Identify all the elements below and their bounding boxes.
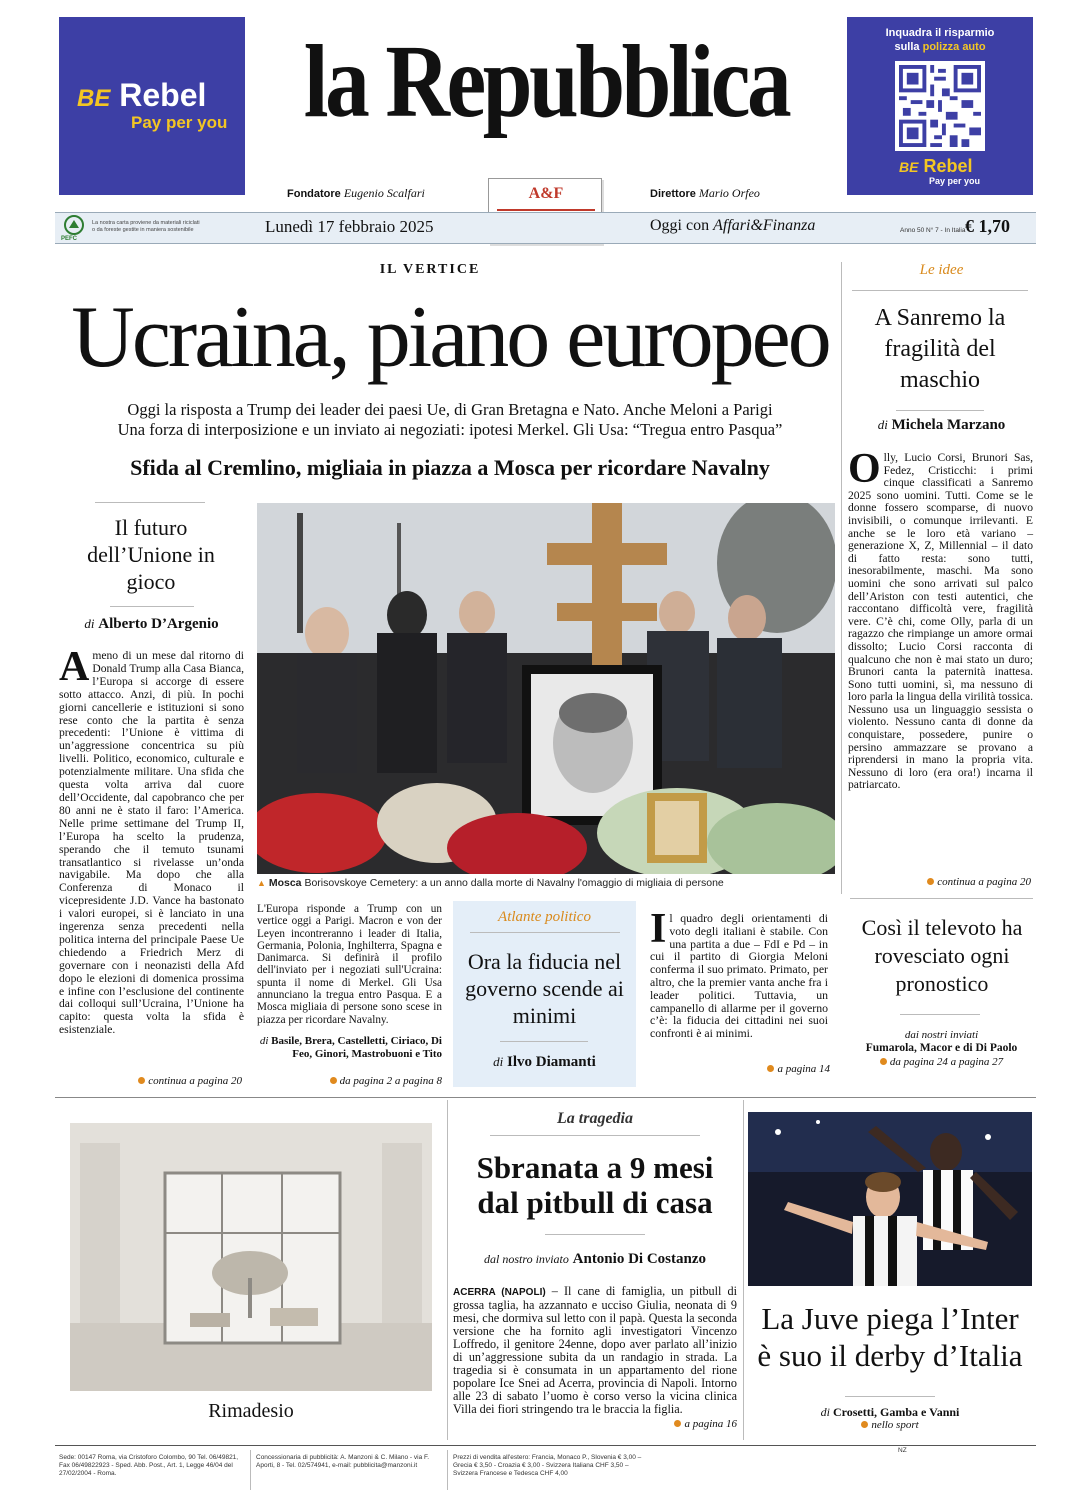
ad-right-brand: Rebel bbox=[923, 156, 973, 176]
left-col-continue[interactable] bbox=[59, 1075, 242, 1087]
ad-left-rebel[interactable] bbox=[59, 17, 245, 195]
footer-code: NZ bbox=[898, 1447, 907, 1454]
atlante-author: Ilvo Diamanti bbox=[507, 1054, 596, 1070]
televoto-top-rule bbox=[850, 898, 1033, 899]
director-line bbox=[650, 186, 760, 201]
left-col-headline: Il futuro dell’Unione in gioco bbox=[87, 515, 215, 594]
juve-byline bbox=[748, 1405, 1032, 1420]
tragedia-kicker: La tragedia bbox=[557, 1110, 633, 1127]
atlante-dropcap: I bbox=[650, 906, 667, 952]
director-label: Direttore bbox=[650, 188, 696, 200]
atlante-top-rule bbox=[470, 932, 620, 933]
atlante-byline bbox=[453, 1054, 636, 1071]
atlante-headline: Ora la fiducia nel governo scende ai minimi bbox=[465, 949, 624, 1028]
rimadesio-brand: Rimadesio bbox=[208, 1400, 294, 1422]
ad-right-line2-text: sulla bbox=[894, 41, 920, 53]
right-col-byline-prefix: di bbox=[877, 417, 888, 432]
supplement-name: Affari&Finanza bbox=[713, 217, 816, 234]
footer-prezzi: Prezzi di vendita all'estero: Francia, Monaco P., Slovenia € 3,00 – Grecia € 3,50 - Croazia € 3,00 - Svizzera Italiana CHF 3,50 – Svizzera Francese e Tedesca CHF 4,00 bbox=[453, 1454, 642, 1477]
lead-body: L'Europa risponde a Trump con un vertice oggi a Parigi. Macron e von der Leyen incontreranno i leader di Italia, Germania, Polonia, Inghilterra, Spagna e Danimarca. Si definirà il profilo dell'inviato per i negoziati sull'Ucraina: spunta il nome di Merkel. Gli Usa annunciano la tregua entro Pasqua. E a Mosca migliaia di persone sono scese in piazza per ricordare Navalny. bbox=[257, 903, 442, 1026]
ad-right-line1: Inquadra il risparmio bbox=[885, 27, 995, 39]
continue-dot-icon bbox=[138, 1077, 145, 1084]
tragedia-continue[interactable] bbox=[453, 1418, 737, 1430]
juve-authors: Crosetti, Gamba e Vanni bbox=[832, 1405, 960, 1419]
founder-label: Fondatore bbox=[287, 188, 341, 200]
pefc-label: PEFC bbox=[61, 236, 78, 242]
pefc-text: La nostra carta proviene da materiali riciclati o da foreste gestite in maniera sostenibile bbox=[92, 220, 200, 233]
right-col-author: Michela Marzano bbox=[891, 417, 1006, 433]
left-col-top-rule bbox=[95, 502, 205, 503]
lead-subhead: Sfida al Cremlino, migliaia in piazza a Mosca per ricordare Navalny bbox=[130, 455, 770, 480]
founder-line bbox=[287, 186, 425, 201]
continue-dot-icon bbox=[861, 1421, 868, 1428]
tragedia-continue-text: a pagina 16 bbox=[684, 1418, 737, 1430]
lead-kicker: IL VERTICE bbox=[379, 262, 481, 277]
left-col-byline-prefix: di bbox=[84, 616, 95, 631]
ad-right-line2-highlight: polizza auto bbox=[922, 41, 986, 53]
continue-dot-icon bbox=[767, 1065, 774, 1072]
atlante-kicker: Atlante politico bbox=[498, 909, 591, 925]
footer-sede: Sede: 00147 Roma, via Cristoforo Colombo, 90 Tel. 06/49821, Fax 06/49822923 - Sped. Abb. Post., Art. 1, Legge 46/04 del 27/02/2004 - Roma. bbox=[59, 1454, 239, 1477]
juve-continue[interactable] bbox=[748, 1419, 1032, 1431]
price: € 1,70 bbox=[965, 216, 1010, 236]
atlante-continue[interactable] bbox=[650, 1063, 830, 1075]
juve-byline-prefix: di bbox=[820, 1405, 830, 1419]
juve-continue-text: nello sport bbox=[871, 1419, 919, 1431]
ad-right-qr[interactable] bbox=[847, 17, 1033, 195]
atlante-body-text: l quadro degli orientamenti di voto degli italiani è stabile. Con una partita a due – FdI e Pd – in cui il partito di Giorgia Meloni conferma il suo primato. Primato, per altro, che la premier vanta anche fra i leader politici. Tuttavia, un campanello di allarme per il governo c’è: la fiducia dei cittadini nei suoi confronti è ai minimi. bbox=[650, 911, 828, 1041]
issue-number: Anno 50 N° 7 - In Italia bbox=[900, 227, 966, 234]
atlante-mid-rule bbox=[500, 1041, 588, 1042]
lead-headline: Ucraina, piano europeo bbox=[71, 289, 829, 386]
rebel-logo-prefix: BE bbox=[77, 85, 111, 112]
tragedia-author: Antonio Di Costanzo bbox=[572, 1251, 706, 1267]
continue-dot-icon bbox=[330, 1077, 337, 1084]
right-col-body bbox=[848, 446, 1033, 792]
af-divider bbox=[497, 209, 595, 211]
right-col-mid-rule bbox=[896, 410, 984, 411]
supplement-line bbox=[650, 217, 815, 235]
footer-divider-2 bbox=[447, 1450, 448, 1490]
issue-date: Lunedì 17 febbraio 2025 bbox=[265, 217, 434, 236]
left-col-dropcap: A bbox=[59, 644, 90, 690]
continue-dot-icon bbox=[927, 878, 934, 885]
footer-concessionaria: Concessionaria di pubblicità: A. Manzoni & C. Milano - via F. Aporti, 8 - Tel. 02/574941, e-mail: pubblicita@manzoni.it bbox=[256, 1454, 430, 1469]
footer-divider-1 bbox=[250, 1450, 251, 1490]
caption-place: Mosca bbox=[268, 877, 302, 889]
lead-authors-prefix: di bbox=[259, 1035, 269, 1047]
televoto-mid-rule bbox=[900, 1014, 980, 1015]
left-col-body bbox=[59, 644, 244, 1037]
caption-triangle-icon: ▲ bbox=[257, 878, 266, 888]
ad-right-line2 bbox=[847, 41, 1033, 53]
navalny-memorial-photo bbox=[257, 503, 835, 874]
qr-code-icon[interactable] bbox=[895, 61, 985, 151]
tragedia-headline: Sbranata a 9 mesi dal pitbull di casa bbox=[476, 1150, 714, 1220]
tragedia-top-rule bbox=[490, 1135, 700, 1136]
atlante-body bbox=[650, 906, 828, 1041]
lead-deck-1: Oggi la risposta a Trump dei leader dei paesi Ue, di Gran Bretagna e Nato. Anche Meloni a Parigi bbox=[127, 400, 773, 419]
rebel-tagline: Pay per you bbox=[131, 113, 228, 132]
founder-name: Eugenio Scalfari bbox=[343, 186, 425, 200]
right-col-body-text: lly, Lucio Corsi, Brunori Sas, Fedez, Cristicchi: i primi cinque classificati a Sanremo 2025 sono uomini. Tutti. Come se le donne fossero scomparse, di nuovo invisibili, o comunque irrilevanti. E anche se le loro età variano – generazione X, Z, Millennial – il dato di fatto resta: sono tutti, inesorabilmente, maschi. Ma sono uomini che sono arrivati sul palco dell’Ariston con testi autentici, che raccontano difficoltà vere, fragilità vere. C’è chi, come Olly, parla di un ragazzo che rimpiange un amore ormai dissolto; Lucio Corsi racconta di qualcuno che non è mai stato un duro; Brunori canta la paternità inattesa. Sono tutti uomini, sì, ma nessuno di loro parla la lingua della virilità tossica. Nessuno usa un linguaggio sessista o violento. Nessuno canta di donne da conquistare, possedere, punire o persino ammazzare se provano a riprendersi in mano la propria vita. Nessuno di loro (era ora!) incarna il patriarcato. bbox=[848, 451, 1033, 792]
photo-caption bbox=[257, 877, 835, 889]
left-col-body-text: meno di un mese dal ritorno di Donald Trump alla Casa Bianca, l’Europa si accorge di essere sotto attacco. Anzi, di più. In pochi giorni cancellerie e istituzioni si sono rese conto che la partita è senza precedenti: l’Unione è vittima di un’aggressione concentrica su più livelli. Politico, economico, culturale e potenzialmente militare. Una sfida che questa volta arriva dal cuore dell’Occidente, dal capobranco che per 80 anni ne è stato il faro: l’America. Nelle prime settimane del Trump II, l’Europa ha scelto la prudenza, sperando che il temuto tsunami transatlantico si rivelasse un’onda navigabile. Ma dopo che alla Conferenza di Monaco il vicepresidente J.D. Vance ha bastonato i valori europei, si è lanciato in una ingerenza senza precedenti nella politica interna del principale Paese Ue chiedendo a Friedrich Merz di governare con i neonazisti della Afd dopo le elezioni di domenica prossima e infine con l’esclusione del continente dai colloqui sull’Ucraina, l’Unione ha capito: questa volta la sfida è esistenziale. bbox=[59, 649, 244, 1037]
televoto-continue[interactable] bbox=[850, 1056, 1033, 1068]
rebel-logo bbox=[77, 79, 237, 115]
left-col-continue-text: continua a pagina 20 bbox=[148, 1075, 242, 1087]
juve-headline: La Juve piega l’Inter è suo il derby d’Italia bbox=[757, 1301, 1023, 1373]
tragedia-body-text: – Il cane di famiglia, un pitbull di grossa taglia, ha azzannato e ucciso Giulia, neonata di 9 mesi, che dormiva sul letto con il papà. Questa la seconda versione che ha fornito agli investigatori Vincenzo Loffredo, il genitore 24enne, dopo aver parlato all’inizio di un’aggressione subita da un randagio in strada. La tragedia si è consumata in un appartamento del rione popolare Ice Snei ad Acerra, provincia di Napoli. Intorno alle 23 di sabato l’uomo è corso verso la vicina clinica Villa dei fiori stringendo tra le braccia la figlia. bbox=[453, 1284, 738, 1416]
televoto-byline-prefix: dai nostri inviati bbox=[904, 1029, 979, 1041]
right-col-continue-text: continua a pagina 20 bbox=[937, 876, 1031, 888]
lead-authors-names: Basile, Brera, Castelletti, Ciriaco, Di Feo, Ginori, Mastrobuoni e Tito bbox=[271, 1035, 442, 1060]
tragedia-byline bbox=[453, 1251, 737, 1268]
footer-rule bbox=[55, 1445, 1036, 1446]
masthead-title: la Repubblica bbox=[303, 24, 789, 139]
left-col-byline bbox=[59, 616, 244, 633]
lead-continue-text: da pagina 2 a pagina 8 bbox=[339, 1075, 442, 1087]
bottom-divider-1 bbox=[447, 1100, 448, 1440]
juve-rule bbox=[845, 1396, 935, 1397]
ad-right-logo bbox=[899, 157, 973, 176]
televoto-authors: Fumarola, Macor e di Di Paolo bbox=[865, 1042, 1018, 1054]
left-col-author: Alberto D’Argenio bbox=[98, 616, 219, 632]
right-col-dropcap: O bbox=[848, 446, 881, 492]
continue-dot-icon bbox=[674, 1420, 681, 1427]
rebel-brand: Rebel bbox=[119, 77, 207, 113]
atlante-continue-text: a pagina 14 bbox=[777, 1063, 830, 1075]
right-col-headline: A Sanremo la fragilità del maschio bbox=[874, 305, 1006, 393]
lead-deck-2: Una forza di interposizione e un inviato ai negoziati: ipotesi Merkel. Gli Usa: “Tregua entro Pasqua” bbox=[117, 420, 783, 439]
director-name: Mario Orfeo bbox=[698, 186, 760, 200]
continue-dot-icon bbox=[880, 1058, 887, 1065]
caption-text: Borisovskoye Cemetery: a un anno dalla morte di Navalny l'omaggio di migliaia di persone bbox=[304, 877, 724, 889]
ad-rimadesio-image[interactable] bbox=[70, 1123, 432, 1391]
right-col-byline bbox=[850, 417, 1033, 434]
right-col-continue[interactable] bbox=[848, 876, 1031, 888]
televoto-headline: Così il televoto ha rovesciato ogni pronostico bbox=[861, 915, 1023, 996]
tragedia-body bbox=[453, 1285, 737, 1416]
right-col-kicker: Le idee bbox=[919, 262, 964, 278]
bottom-section-rule bbox=[55, 1097, 1036, 1098]
lead-continue[interactable] bbox=[257, 1075, 442, 1087]
supplement-prefix: Oggi con bbox=[650, 217, 710, 234]
juve-players-photo bbox=[748, 1112, 1032, 1286]
tragedia-mid-rule bbox=[545, 1234, 645, 1235]
af-logo: A&F bbox=[528, 185, 564, 202]
left-col-mid-rule bbox=[110, 606, 194, 607]
tragedia-dateline: ACERRA (NAPOLI) bbox=[453, 1287, 546, 1298]
tragedia-byline-prefix: dal nostro inviato bbox=[484, 1252, 569, 1266]
lead-authors bbox=[257, 1035, 442, 1060]
right-col-top-rule bbox=[852, 290, 1028, 291]
televoto-continue-text: da pagina 24 a pagina 27 bbox=[889, 1056, 1004, 1068]
ad-right-logo-prefix: BE bbox=[899, 159, 919, 175]
atlante-byline-prefix: di bbox=[493, 1054, 504, 1069]
bottom-divider-2 bbox=[743, 1100, 744, 1440]
ad-right-tagline: Pay per you bbox=[929, 176, 981, 186]
